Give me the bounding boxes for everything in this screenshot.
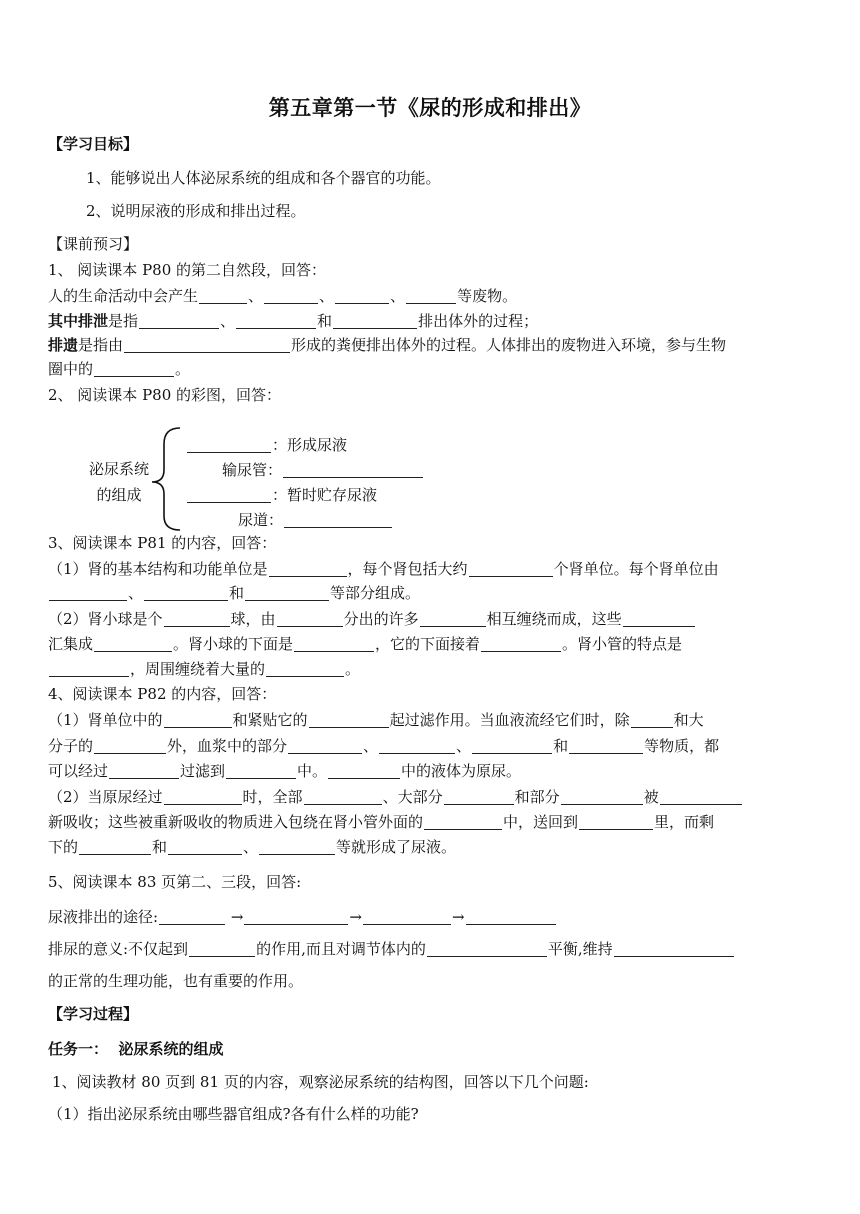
text: 尿道： (238, 511, 284, 529)
organ-bladder-row (186, 484, 377, 506)
task1-heading (48, 1038, 818, 1060)
blank[interactable] (277, 612, 343, 627)
task-label: 任务一： (48, 1040, 109, 1058)
blank[interactable] (144, 586, 228, 601)
blank[interactable] (466, 910, 556, 925)
process-heading: 【学习过程】 (48, 1005, 139, 1023)
blank[interactable] (94, 362, 174, 377)
arrow-icon: → (349, 908, 362, 926)
text: 排尿的意义:不仅起到 (48, 940, 189, 958)
q5-meaning-1 (48, 938, 818, 960)
text: 外，血浆中的部分 (167, 737, 288, 755)
text: 分子的 (48, 737, 94, 755)
q4-intro: 4、阅读课本 P82 的内容，回答： (48, 685, 277, 703)
text: 、 (456, 737, 472, 755)
blank[interactable] (333, 314, 417, 329)
text: 是指 (108, 312, 139, 330)
text: 球，由 (230, 610, 276, 628)
text: 汇集成 (48, 635, 94, 653)
text: 中。 (297, 762, 328, 780)
text: 等部分组成。 (330, 584, 421, 602)
text: 是指由 (78, 336, 124, 354)
blank[interactable] (236, 314, 316, 329)
preview-heading: 【课前预习】 (48, 235, 139, 253)
text: 形成的粪便排出体外的过程。人体排出的废物进入环境，参与生物 (291, 336, 727, 354)
blank[interactable] (481, 637, 561, 652)
text: 圈中的 (48, 360, 94, 378)
text: （1）肾单位中的 (48, 711, 163, 729)
blank[interactable] (109, 764, 179, 779)
blank[interactable] (444, 790, 514, 805)
blank[interactable] (264, 289, 318, 304)
text: 和紧贴它的 (232, 711, 308, 729)
goal-1: 1、能够说出人体泌尿系统的组成和各个器官的功能。 (86, 169, 441, 187)
text: 。肾小球的下面是 (173, 635, 294, 653)
task1-question-1: 1、阅读教材 80 页到 81 页的内容，观察泌尿系统的结构图，回答以下几个问题: (52, 1073, 589, 1091)
text: 、 (220, 312, 236, 330)
blank[interactable] (187, 488, 271, 503)
blank[interactable] (614, 942, 734, 957)
q5-path (48, 906, 818, 928)
text: 和部分 (514, 788, 560, 806)
text: 和 (553, 737, 569, 755)
text: 新吸收；这些被重新吸收的物质进入包绕在肾小管外面的 (48, 813, 424, 831)
blank[interactable] (469, 562, 553, 577)
arrow-icon: → (452, 908, 465, 926)
blank[interactable] (164, 713, 232, 728)
blank[interactable] (284, 513, 392, 528)
text: 等物质，都 (644, 737, 720, 755)
q5-meaning-2: 的正常的生理功能，也有重要的作用。 (48, 972, 304, 990)
text: ，每个肾包括大约 (347, 560, 468, 578)
blank[interactable] (49, 662, 129, 677)
blank[interactable] (168, 840, 242, 855)
text: 等废物。 (457, 287, 518, 305)
text: 平衡,维持 (547, 940, 613, 958)
blank[interactable] (406, 289, 456, 304)
text: ：形成尿液 (272, 436, 348, 454)
arrow-icon: → (230, 908, 244, 926)
text: ：暂时贮存尿液 (272, 486, 378, 504)
text: 、 (128, 584, 144, 602)
text: 分出的许多 (343, 610, 419, 628)
blank[interactable] (561, 790, 643, 805)
text: 中，送回到 (503, 813, 579, 831)
q1-line-3 (48, 334, 818, 356)
blank[interactable] (424, 815, 502, 830)
blank[interactable] (189, 942, 255, 957)
blank[interactable] (94, 739, 166, 754)
q3-line-3 (48, 608, 818, 630)
text: 等就形成了尿液。 (336, 838, 457, 856)
urinary-system-label: 泌尿系统 (88, 460, 149, 478)
blank[interactable] (139, 314, 219, 329)
q4-line-6 (48, 836, 818, 858)
q4-line-2 (48, 735, 818, 757)
text: 下的 (48, 838, 79, 856)
page-title: 第五章第一节《尿的形成和排出》 (268, 95, 592, 120)
text: 和 (317, 312, 333, 330)
blank[interactable] (245, 586, 329, 601)
q2-intro: 2、 阅读课本 P80 的彩图，回答： (48, 386, 282, 404)
text: （2）肾小球是个 (48, 610, 163, 628)
blank[interactable] (660, 790, 742, 805)
q1-line-4 (48, 358, 818, 380)
text: 和 (152, 838, 168, 856)
q3-line-5 (48, 658, 818, 680)
q1-line-2 (48, 310, 818, 332)
text: 和 (229, 584, 245, 602)
q4-line-1 (48, 709, 818, 731)
blank[interactable] (94, 637, 172, 652)
text: 被 (643, 788, 659, 806)
organ-kidney-row (186, 434, 347, 456)
blank[interactable] (269, 562, 347, 577)
q3-line-1 (48, 558, 818, 580)
blank[interactable] (244, 910, 348, 925)
blank[interactable] (124, 338, 290, 353)
text: 、 (243, 838, 259, 856)
text: 里，而剩 (654, 813, 715, 831)
blank[interactable] (379, 739, 455, 754)
blank[interactable] (259, 840, 335, 855)
blank[interactable] (427, 942, 547, 957)
organ-urethra-row (238, 509, 393, 531)
blank[interactable] (579, 815, 653, 830)
text: 人的生命活动中会产生 (48, 287, 199, 305)
blank[interactable] (328, 764, 400, 779)
text: ，周围缠绕着大量的 (130, 660, 266, 678)
text: 排出体外的过程； (418, 312, 539, 330)
blank[interactable] (335, 289, 389, 304)
blank[interactable] (164, 790, 242, 805)
term-excretion: 其中排泄 (48, 312, 109, 330)
task1-question-2: （1）指出泌尿系统由哪些器官组成?各有什么样的功能? (48, 1105, 419, 1123)
blank[interactable] (199, 289, 247, 304)
organ-ureter-row (222, 459, 424, 481)
blank[interactable] (159, 910, 225, 925)
blank[interactable] (294, 637, 374, 652)
q4-line-5 (48, 811, 818, 833)
text: 、 (248, 287, 264, 305)
blank[interactable] (304, 790, 382, 805)
goals-heading: 【学习目标】 (48, 135, 139, 153)
q4-line-4 (48, 786, 818, 808)
blank[interactable] (187, 438, 271, 453)
q3-line-2 (48, 582, 818, 604)
text: 过滤到 (180, 762, 226, 780)
text: （1）肾的基本结构和功能单位是 (48, 560, 268, 578)
blank[interactable] (623, 612, 695, 627)
blank[interactable] (363, 910, 451, 925)
blank[interactable] (420, 612, 486, 627)
text: 、 (319, 287, 335, 305)
text: 、大部分 (382, 788, 443, 806)
text: 。 (175, 360, 191, 378)
q4-line-3 (48, 760, 818, 782)
q3-line-4 (48, 633, 818, 655)
blank[interactable] (164, 612, 230, 627)
text: 的作用,而且对调节体内的 (256, 940, 426, 958)
q5-intro: 5、阅读课本 83 页第二、三段，回答: (48, 873, 302, 891)
goal-2: 2、说明尿液的形成和排出过程。 (86, 202, 306, 220)
text: 尿液排出的途径: (48, 908, 159, 926)
text: 、 (390, 287, 406, 305)
urinary-system-label-2: 的组成 (96, 486, 142, 504)
text: 输尿管： (222, 461, 283, 479)
blank[interactable] (631, 713, 673, 728)
text: 时，全部 (242, 788, 303, 806)
blank[interactable] (266, 662, 344, 677)
task-name: 泌尿系统的组成 (118, 1040, 224, 1058)
blank[interactable] (79, 840, 151, 855)
q3-intro: 3、阅读课本 P81 的内容，回答： (48, 534, 277, 552)
text: 相互缠绕而成，这些 (486, 610, 622, 628)
text: （2）当原尿经过 (48, 788, 163, 806)
text: 。肾小管的特点是 (562, 635, 683, 653)
blank[interactable] (309, 713, 389, 728)
text: 起过滤作用。当血液流经它们时，除 (389, 711, 630, 729)
blank[interactable] (288, 739, 362, 754)
text: 、 (363, 737, 379, 755)
blank[interactable] (569, 739, 643, 754)
q1-line-1 (48, 285, 818, 307)
text: 中的液体为原尿。 (401, 762, 522, 780)
blank[interactable] (49, 586, 127, 601)
text: 和大 (673, 711, 704, 729)
term-egestion: 排遗 (48, 336, 79, 354)
q1-intro: 1、 阅读课本 P80 的第二自然段，回答： (48, 261, 327, 279)
text: 可以经过 (48, 762, 109, 780)
text: 个肾单位。每个肾单位由 (553, 560, 719, 578)
blank[interactable] (283, 463, 423, 478)
text: 。 (345, 660, 361, 678)
text: ，它的下面接着 (375, 635, 481, 653)
blank[interactable] (472, 739, 552, 754)
blank[interactable] (226, 764, 296, 779)
